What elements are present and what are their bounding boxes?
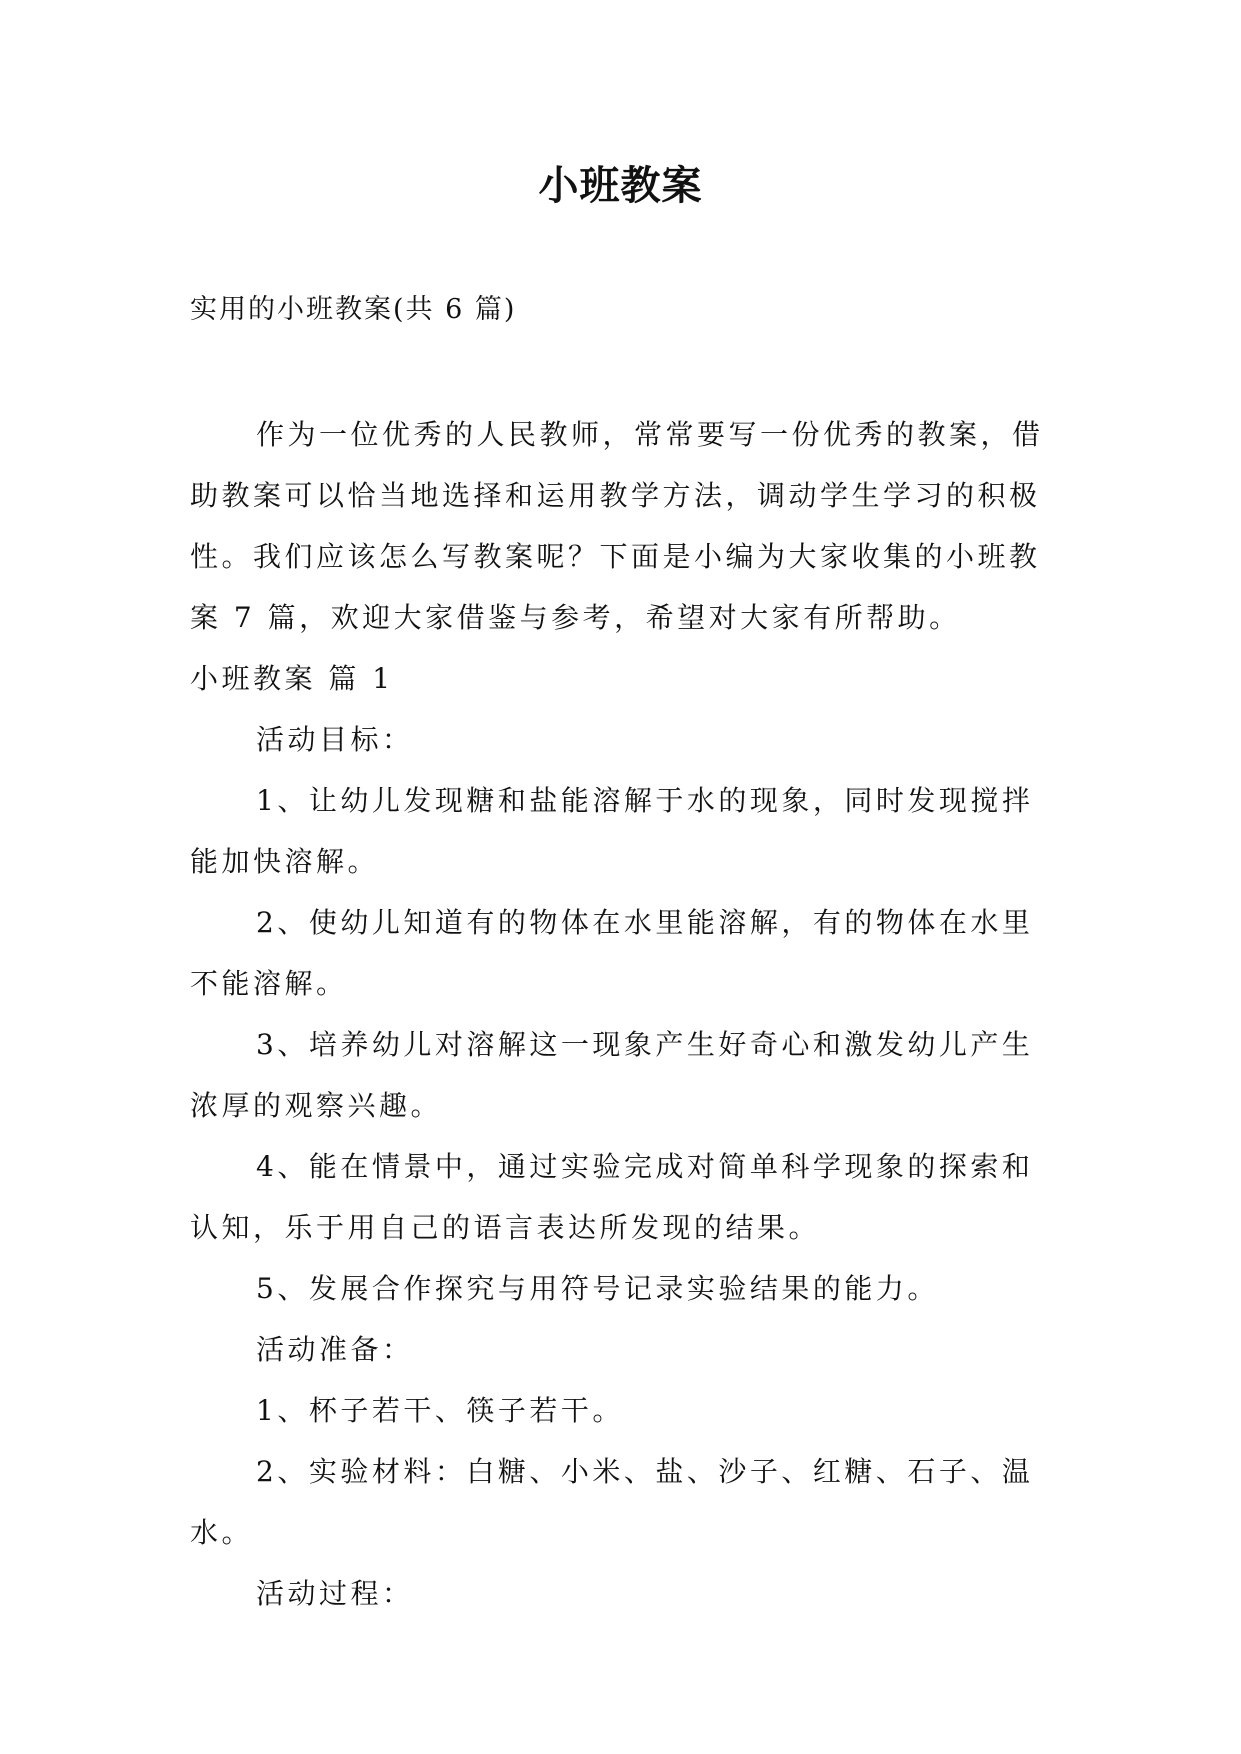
- goal-item: 4、能在情景中，通过实验完成对简单科学现象的探索和认知，乐于用自己的语言表达所发现的结果。: [190, 1150, 1034, 1244]
- goal-item: 5、发展合作探究与用符号记录实验结果的能力。: [256, 1272, 939, 1305]
- goal-item: 1、让幼儿发现糖和盐能溶解于水的现象，同时发现搅拌能加快溶解。: [190, 784, 1034, 878]
- goals-heading: 活动目标：: [256, 723, 414, 756]
- process-heading: 活动过程：: [256, 1577, 414, 1610]
- document-subtitle: 实用的小班教案(共 6 篇): [190, 294, 517, 325]
- goal-item: 2、使幼儿知道有的物体在水里能溶解，有的物体在水里不能溶解。: [190, 906, 1034, 1000]
- prep-heading: 活动准备：: [256, 1333, 414, 1366]
- prep-item: 2、实验材料：白糖、小米、盐、沙子、红糖、石子、温水。: [190, 1455, 1034, 1549]
- goal-item: 3、培养幼儿对溶解这一现象产生好奇心和激发幼儿产生浓厚的观察兴趣。: [190, 1028, 1034, 1122]
- section-heading: 小班教案 篇 1: [190, 662, 394, 695]
- document-body: [190, 404, 1050, 1624]
- document-title: 小班教案: [538, 162, 703, 209]
- prep-item: 1、杯子若干、筷子若干。: [256, 1394, 624, 1427]
- intro-paragraph: 作为一位优秀的人民教师，常常要写一份优秀的教案，借助教案可以恰当地选择和运用教学方法，调动学生学习的积极性。我们应该怎么写教案呢？下面是小编为大家收集的小班教案 7 篇，欢迎大家借鉴与参考，希望对大家有所帮助。: [190, 418, 1044, 634]
